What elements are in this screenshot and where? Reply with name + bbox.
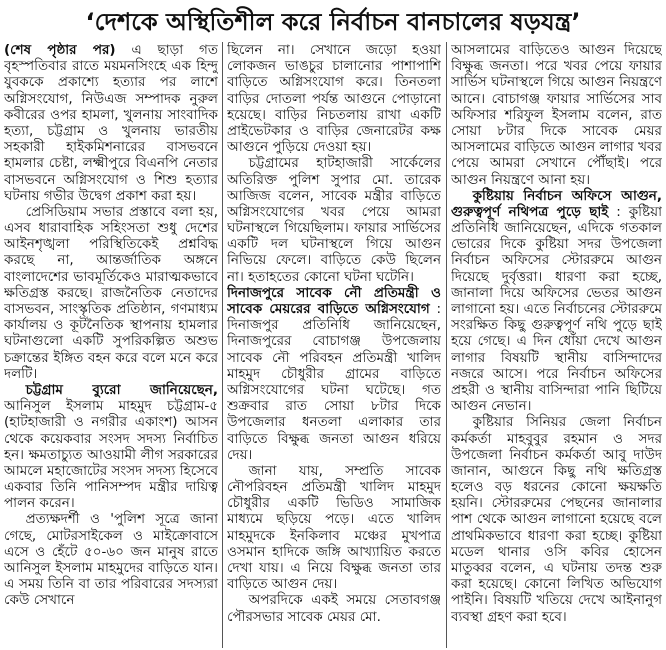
article-body xyxy=(0,42,666,648)
paragraph-text: প্রেসিডিয়াম সভার প্রস্তাবে বলা হয়, এসব ধারাবাহিক সহিংসতা শুধু দেশের আইনশৃঙ্খলা পরিস্থিতিকেই প্রশ্নবিদ্ধ করছে না, আন্তর্জাতিক অঙ্গনে বাংলাদেশের ভাবমূর্তিকেও মারাত্মকভাবে ক্ষতিগ্রস্ত করছে। রাজনৈতিক নেতাদের বাসভবন, সাংস্কৃতিক প্রতিষ্ঠান, গণমাধ্যম কার্যালয় ও কূটনৈতিক স্থাপনায় হামলার ঘটনাগুলো একটি সুপরিকল্পিত অশুভ চক্রান্তের ইঙ্গিত বহন করে বলে মনে করে দলটি। xyxy=(4,203,218,382)
paragraph-text: জানা যায়, সম্প্রতি সাবেক নৌপরিবহন প্রতিমন্ত্রী খালিদ মাহমুদ চৌধুরীর একটি ভিডিও সামাজিক মাধ্যমে ছড়িয়ে পড়ে। এতে খালিদ মাহমুদকে ইনকিলাব মঞ্চের মুখপাত্র ওসমান হাদিকে জঙ্গি আখ্যায়িত করতে দেখা যায়। এ নিয়ে বিক্ষুব্ধ জনতা তার বাড়িতে আগুন দেয়। xyxy=(227,462,441,593)
paragraph-text: ছিলেন না। সেখানে জড়ো হওয়া লোকজন ভাঙচুর চালানোর পাশাপাশি বাড়িতে অগ্নিসংযোগ করে। তিনতলা বাড়ির দোতলা পর্যন্ত আগুনে পোড়ানো হয়েছে। বাড়ির নিচতলায় রাখা একটি প্রাইভেটকার ও বাড়ির জেনারেটর কক্ষ আগুনে পুড়িয়ে দেওয়া হয়। xyxy=(227,42,441,156)
paragraph-text: আসলামের বাড়িতেও আগুন দিয়েছে বিক্ষুব্ধ জনতা। পরে খবর পেয়ে ফায়ার সার্ভিস ঘটনাস্থলে গিয়ে আগুন নিয়ন্ত্রণে আনে। বোচাগঞ্জ ফায়ার সার্ভিসের সাব অফিসার শরিফুল ইসলাম বলেন, রাত সোয়া ৮টার দিকে সাবেক মেয়র আসলামের বাড়িতে আগুন লাগার খবর পেয়ে আমরা সেখানে পৌঁছাই। পরে আগুন নিয়ন্ত্রণে আনা হয়। xyxy=(451,42,662,188)
dinajpur-subhead: দিনাজপুরে সাবেক নৌ প্রতিমন্ত্রী ও সাবেক মেয়রের বাড়িতে অগ্নিসংযোগ xyxy=(227,284,441,317)
article-column-1 xyxy=(4,42,218,646)
article-column-3 xyxy=(451,42,662,646)
paragraph xyxy=(451,414,662,624)
paragraph xyxy=(227,592,441,624)
paragraph xyxy=(4,42,218,204)
paragraph xyxy=(227,463,441,593)
paragraph xyxy=(227,285,441,463)
paragraph-text: চট্টগ্রামের হাটহাজারী সার্কেলের অতিরিক্ত পুলিশ সুপার মো. তারেক আজিজ বলেন, সাবেক মন্ত্রীর বাড়িতে অগ্নিসংযোগের খবর পেয়ে আমরা ঘটনাস্থলে গিয়েছিলাম। ফায়ার সার্ভিসের একটি দল ঘটনাস্থলে গিয়ে আগুন নিভিয়ে ফেলে। বাড়িতে কেউ ছিলেন না। হতাহতের কোনো ঘটনা ঘটেনি। xyxy=(227,155,441,285)
paragraph-text: অপরদিকে একই সময়ে সেতাবগঞ্জ পৌরসভার সাবেক মেয়র মো. xyxy=(227,592,441,625)
paragraph-text: : কুষ্টিয়া প্রতিনিধি জানিয়েছেন, এদিকে গতকাল ভোরের দিকে কুষ্টিয়া সদর উপজেলা নির্বাচন অফিসের স্টোররুমে আগুন দিয়েছে দুর্বৃত্তরা। ধারণা করা হচ্ছে, জানালা দিয়ে অফিসের ভেতর আগুন লাগানো হয়। এতে নির্বাচনের স্টোররুমে সংরক্ষিত কিছু গুরুত্বপূর্ণ নথি পুড়ে ছাই হয়ে গেছে। এ দিন ধোঁয়া দেখে আগুন লাগার বিষয়টি স্থানীয় বাসিন্দাদের নজরে আসে। পরে নির্বাচন অফিসের প্রহরী ও স্থানীয় বাসিন্দারা পানি ছিটিয়ে আগুন নেভান। xyxy=(451,203,662,415)
column-rule xyxy=(446,42,447,648)
paragraph xyxy=(227,155,441,285)
paragraph-text: কুষ্টিয়ার সিনিয়র জেলা নির্বাচন কর্মকর্তা মাহবুবুর রহমান ও সদর উপজেলা নির্বাচন কর্মকর্তা আবু দাউদ জানান, আগুনে কিছু নথি ক্ষতিগ্রস্ত হলেও বড় ধরনের কোনো ক্ষয়ক্ষতি হয়নি। স্টোররুমের পেছনের জানালার পাশ থেকে আগুন লাগানো হয়েছে বলে প্রাথমিকভাবে ধারণা করা হচ্ছে। কুষ্টিয়া মডেল থানার ওসি কবির হোসেন মাতুব্বর বলেন, এ ঘটনায় তদন্ত শুরু করা হয়েছে। কোনো লিখিত অভিযোগ পাইনি। বিষয়টি খতিয়ে দেখে আইনানুগ ব্যবস্থা গ্রহণ করা হবে। xyxy=(451,414,662,625)
paragraph-text: প্রত্যক্ষদর্শী ও 'পুলিশ সূত্রে জানা গেছে, মোটরসাইকেল ও মাইক্রোবাসে এসে ও হেঁটে ৫০-৬০ জন মানুষ রাতে আনিসুল ইসলাম মাহমুদের বাড়িতে যান। এ সময় তিনি বা তার পরিবারের সদস্যরা কেউ সেখানে xyxy=(4,511,218,609)
paragraph xyxy=(227,42,441,155)
paragraph xyxy=(4,382,218,512)
paragraph-text: এ ছাড়া গত বৃহস্পতিবার রাতে ময়মনসিংহে এক হিন্দু যুবককে প্রকাশ্যে হত্যার পর লাশে অগ্নিসংযোগ, নিউএজ সম্পাদক নুরুল কবীরের ওপর হামলা, খুলনায় সাংবাদিক হত্যা, চট্টগ্রাম ও খুলনায় ভারতীয় সহকারী হাইকমিশনারের বাসভবনে হামলার চেষ্টা, লক্ষ্মীপুরে বিএনপি নেতার বাসভবনে অগ্নিসংযোগ ও শিশু হত্যার ঘটনায় গভীর উদ্বেগ প্রকাশ করা হয়। xyxy=(4,42,218,204)
continued-from-last-page-label: (শেষ পৃষ্ঠার পর) xyxy=(4,42,116,58)
headline: ‘দেশকে অস্থিতিশীল করে নির্বাচন বানচালের ষড়যন্ত্র’ xyxy=(85,8,581,36)
paragraph xyxy=(451,188,662,415)
kushtia-subhead: কুষ্টিয়ায় নির্বাচন অফিসে আগুন, গুরুত্বপূর্ণ নথিপত্র পুড়ে ছাই xyxy=(451,187,662,220)
paragraph-text: : দিনাজপুর প্রতিনিধি জানিয়েছেন, দিনাজপুরের বোচাগঞ্জ উপজেলায় সাবেক নৌ পরিবহন প্রতিমন্ত্রী খালিদ মাহমুদ চৌধুরীর গ্রামের বাড়িতে অগ্নিসংযোগের ঘটনা ঘটেছে। গত শুক্রবার রাত সোয়া ৮টার দিকে উপজেলার ধনতলা এলাকার তার বাড়িতে বিক্ষুব্ধ জনতা আগুন ধরিয়ে দেয়। xyxy=(227,301,441,463)
paragraph-text: আনিসুল ইসলাম মাহমুদ চট্টগ্রাম-৫ (হাটহাজারী ও নগরীর একাংশ) আসন থেকে কয়েকবার সংসদ সদস্য নির্বাচিত হন। ক্ষমতাচ্যুত আওয়ামী লীগ সরকারের আমলে মহাজোটের সংসদ সদস্য হিসেবে একবার তিনি পানিসম্পদ মন্ত্রীর দায়িত্ব পালন করেন। xyxy=(4,398,218,512)
chattogram-bureau-lead: চট্টগ্রাম ব্যুরো জানিয়েছেন, xyxy=(25,381,218,398)
paragraph xyxy=(451,42,662,188)
column-rule xyxy=(222,42,223,648)
paragraph xyxy=(4,511,218,608)
article-column-2 xyxy=(227,42,441,646)
paragraph xyxy=(4,204,218,382)
